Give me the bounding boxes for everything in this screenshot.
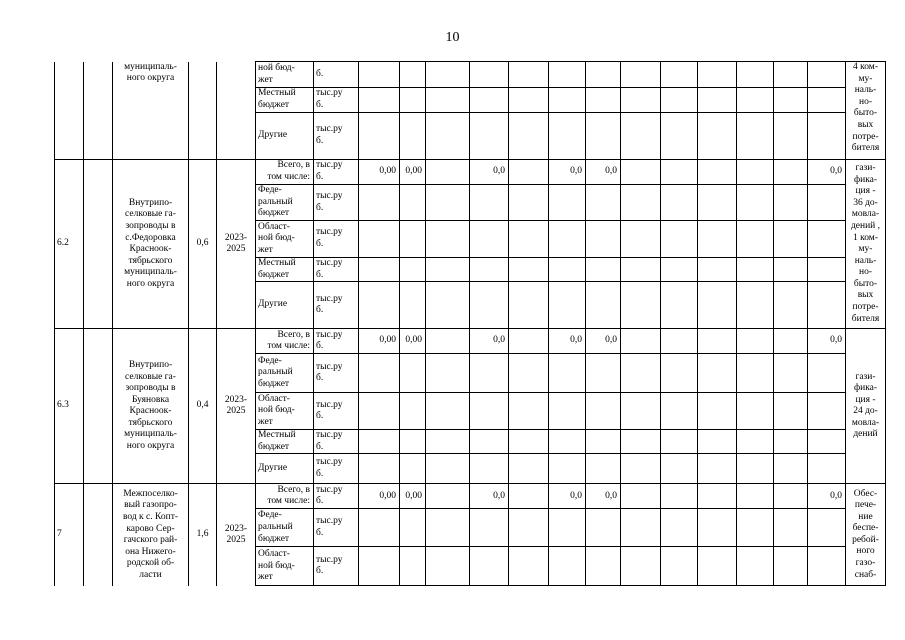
empty-cell — [586, 185, 621, 221]
empty-cell — [698, 354, 737, 393]
empty-cell — [470, 282, 509, 329]
funding-source-cell: Местный бюджет — [256, 430, 314, 454]
empty-cell — [426, 354, 470, 393]
empty-cell — [426, 393, 470, 430]
empty-cell — [774, 258, 808, 282]
empty-cell — [426, 185, 470, 221]
empty-cell — [586, 113, 621, 160]
unit-cell: тыс.ру б. — [314, 547, 359, 586]
item-number-cell: 6.2 — [55, 160, 84, 329]
period-cell: 2023- 2025 — [217, 329, 256, 484]
funding-source-cell: Местный бюджет — [256, 258, 314, 282]
value-cell: 0,0 — [808, 160, 846, 185]
empty-cell — [698, 185, 737, 221]
empty-cell — [359, 430, 400, 454]
result-cell: 4 ком- му- наль- но- быто- вых потре- бителя — [846, 62, 886, 160]
funding-source-cell: Всего, в том числе: — [256, 160, 314, 185]
empty-cell — [621, 547, 661, 586]
empty-cell — [509, 282, 549, 329]
empty-cell — [774, 354, 808, 393]
empty-cell — [661, 354, 698, 393]
empty-cell — [470, 547, 509, 586]
empty-cell — [774, 88, 808, 113]
empty-cell — [470, 185, 509, 221]
empty-cell — [774, 547, 808, 586]
unit-cell: тыс.ру б. — [314, 113, 359, 160]
empty-cell — [509, 88, 549, 113]
empty-cell — [808, 221, 846, 258]
empty-cell — [509, 509, 549, 547]
table-row — [55, 62, 886, 88]
empty-cell — [586, 393, 621, 430]
empty-cell — [774, 282, 808, 329]
empty-cell — [774, 113, 808, 160]
empty-cell — [808, 88, 846, 113]
unit-cell: б. — [314, 62, 359, 88]
empty-cell — [737, 430, 774, 454]
empty-cell — [808, 62, 846, 88]
empty-cell — [621, 430, 661, 454]
empty-cell — [509, 329, 549, 354]
empty-cell — [698, 258, 737, 282]
empty-cell — [426, 160, 470, 185]
empty-cell — [426, 62, 470, 88]
object-name-cell: Межпоселко- вый газопро- вод к с. Копт- карово Сер- гачского рай- она Нижего- родской об- ласти — [113, 484, 189, 586]
empty-cell — [661, 509, 698, 547]
unit-cell: тыс.ру б. — [314, 258, 359, 282]
empty-cell — [621, 509, 661, 547]
empty-cell — [470, 88, 509, 113]
funding-source-cell: Другие — [256, 113, 314, 160]
empty-cell — [698, 282, 737, 329]
empty-cell — [737, 160, 774, 185]
unit-cell: тыс.ру б. — [314, 393, 359, 430]
object-name-cell: Внутрипо- селковые га- зопроводы в с.Федоровка Красноок- тябрьского муниципаль- ного округа — [113, 160, 189, 329]
empty-cell — [509, 454, 549, 484]
empty-cell — [698, 221, 737, 258]
item-number-cell: 7 — [55, 484, 84, 586]
unit-cell: тыс.ру б. — [314, 282, 359, 329]
value-cell: 0,0 — [808, 329, 846, 354]
empty-cell — [621, 329, 661, 354]
empty-cell — [549, 547, 586, 586]
empty-cell — [84, 62, 113, 160]
empty-cell — [400, 113, 426, 160]
empty-cell — [470, 393, 509, 430]
empty-cell — [470, 113, 509, 160]
funding-source-cell: Област- ной бюд- жет — [256, 547, 314, 586]
budget-table — [54, 61, 886, 586]
empty-cell — [661, 62, 698, 88]
empty-cell — [698, 329, 737, 354]
empty-cell — [621, 160, 661, 185]
value-cell: 0,00 — [400, 329, 426, 354]
empty-cell — [400, 221, 426, 258]
unit-cell: тыс.ру б. — [314, 185, 359, 221]
value-cell: 0,00 — [359, 329, 400, 354]
funding-source-cell: Местный бюджет — [256, 88, 314, 113]
empty-cell — [509, 258, 549, 282]
empty-cell — [808, 509, 846, 547]
empty-cell — [698, 547, 737, 586]
empty-cell — [586, 221, 621, 258]
unit-cell: тыс.ру б. — [314, 454, 359, 484]
funding-source-cell: Всего, в том числе: — [256, 484, 314, 509]
empty-cell — [586, 547, 621, 586]
empty-cell — [737, 258, 774, 282]
empty-cell — [586, 88, 621, 113]
empty-cell — [621, 88, 661, 113]
result-cell: Обес- пече- ние беспе- ребой- ного газо- снаб- — [846, 484, 886, 586]
empty-cell — [400, 393, 426, 430]
empty-cell — [426, 329, 470, 354]
empty-cell — [774, 62, 808, 88]
unit-cell: тыс.ру б. — [314, 160, 359, 185]
empty-cell — [698, 160, 737, 185]
empty-cell — [549, 62, 586, 88]
empty-cell — [549, 113, 586, 160]
empty-cell — [400, 454, 426, 484]
empty-cell — [84, 329, 113, 484]
empty-cell — [698, 509, 737, 547]
empty-cell — [549, 454, 586, 484]
empty-cell — [621, 484, 661, 509]
empty-cell — [84, 160, 113, 329]
unit-cell: тыс.ру б. — [314, 329, 359, 354]
empty-cell — [661, 282, 698, 329]
empty-cell — [737, 113, 774, 160]
empty-cell — [808, 393, 846, 430]
empty-cell — [400, 354, 426, 393]
empty-cell — [774, 160, 808, 185]
result-cell: гази- фика- ция - 36 до- мовла- дений , 1 ком- му- наль- но- быто- вых потре- бителя — [846, 160, 886, 329]
empty-cell — [509, 160, 549, 185]
empty-cell — [586, 430, 621, 454]
empty-cell — [661, 113, 698, 160]
value-cell: 0,0 — [549, 160, 586, 185]
funding-source-cell: Феде- ральный бюджет — [256, 509, 314, 547]
empty-cell — [359, 62, 400, 88]
unit-cell: тыс.ру б. — [314, 88, 359, 113]
empty-cell — [549, 88, 586, 113]
empty-cell — [509, 113, 549, 160]
value-cell: 0,00 — [400, 484, 426, 509]
empty-cell — [586, 62, 621, 88]
empty-cell — [400, 258, 426, 282]
funding-source-cell: Област- ной бюд- жет — [256, 221, 314, 258]
length-cell — [189, 62, 217, 160]
empty-cell — [698, 393, 737, 430]
empty-cell — [426, 484, 470, 509]
empty-cell — [808, 547, 846, 586]
table-row — [55, 329, 886, 354]
empty-cell — [359, 88, 400, 113]
empty-cell — [661, 88, 698, 113]
empty-cell — [509, 185, 549, 221]
empty-cell — [509, 62, 549, 88]
value-cell: 0,0 — [470, 160, 509, 185]
value-cell: 0,0 — [470, 484, 509, 509]
empty-cell — [586, 454, 621, 484]
empty-cell — [698, 62, 737, 88]
empty-cell — [470, 509, 509, 547]
empty-cell — [359, 221, 400, 258]
value-cell: 0,0 — [549, 329, 586, 354]
empty-cell — [661, 258, 698, 282]
empty-cell — [400, 282, 426, 329]
empty-cell — [359, 393, 400, 430]
empty-cell — [808, 454, 846, 484]
value-cell: 0,0 — [470, 329, 509, 354]
length-cell: 0,6 — [189, 160, 217, 329]
empty-cell — [661, 393, 698, 430]
empty-cell — [808, 258, 846, 282]
value-cell: 0,00 — [359, 160, 400, 185]
period-cell: 2023- 2025 — [217, 484, 256, 586]
empty-cell — [359, 282, 400, 329]
empty-cell — [426, 547, 470, 586]
funding-source-cell: Феде- ральный бюджет — [256, 354, 314, 393]
empty-cell — [737, 393, 774, 430]
empty-cell — [621, 62, 661, 88]
empty-cell — [359, 258, 400, 282]
empty-cell — [359, 113, 400, 160]
empty-cell — [549, 354, 586, 393]
empty-cell — [621, 113, 661, 160]
empty-cell — [621, 393, 661, 430]
empty-cell — [509, 221, 549, 258]
empty-cell — [661, 221, 698, 258]
empty-cell — [621, 185, 661, 221]
unit-cell: тыс.ру б. — [314, 430, 359, 454]
funding-source-cell: Другие — [256, 282, 314, 329]
funding-source-cell: ной бюд- жет — [256, 62, 314, 88]
empty-cell — [470, 221, 509, 258]
empty-cell — [698, 484, 737, 509]
empty-cell — [661, 430, 698, 454]
empty-cell — [737, 185, 774, 221]
empty-cell — [621, 221, 661, 258]
empty-cell — [509, 547, 549, 586]
empty-cell — [737, 509, 774, 547]
table-row — [55, 160, 886, 185]
empty-cell — [400, 62, 426, 88]
empty-cell — [359, 547, 400, 586]
empty-cell — [400, 185, 426, 221]
empty-cell — [400, 430, 426, 454]
empty-cell — [661, 185, 698, 221]
value-cell: 0,0 — [586, 160, 621, 185]
empty-cell — [400, 88, 426, 113]
empty-cell — [359, 354, 400, 393]
empty-cell — [737, 354, 774, 393]
empty-cell — [737, 547, 774, 586]
length-cell: 1,6 — [189, 484, 217, 586]
empty-cell — [698, 454, 737, 484]
empty-cell — [359, 509, 400, 547]
empty-cell — [737, 484, 774, 509]
value-cell: 0,0 — [586, 329, 621, 354]
empty-cell — [586, 282, 621, 329]
empty-cell — [737, 282, 774, 329]
empty-cell — [426, 221, 470, 258]
empty-cell — [621, 258, 661, 282]
empty-cell — [698, 88, 737, 113]
empty-cell — [549, 258, 586, 282]
empty-cell — [400, 547, 426, 586]
period-cell: 2023- 2025 — [217, 160, 256, 329]
empty-cell — [586, 354, 621, 393]
empty-cell — [470, 430, 509, 454]
value-cell: 0,0 — [586, 484, 621, 509]
empty-cell — [661, 329, 698, 354]
empty-cell — [621, 454, 661, 484]
empty-cell — [426, 430, 470, 454]
empty-cell — [509, 393, 549, 430]
empty-cell — [426, 454, 470, 484]
empty-cell — [509, 484, 549, 509]
empty-cell — [621, 354, 661, 393]
funding-source-cell: Област- ной бюд- жет — [256, 393, 314, 430]
funding-source-cell: Другие — [256, 454, 314, 484]
unit-cell: тыс.ру б. — [314, 221, 359, 258]
empty-cell — [808, 354, 846, 393]
empty-cell — [426, 88, 470, 113]
value-cell: 0,00 — [400, 160, 426, 185]
empty-cell — [737, 329, 774, 354]
empty-cell — [661, 484, 698, 509]
empty-cell — [549, 185, 586, 221]
empty-cell — [661, 547, 698, 586]
empty-cell — [426, 113, 470, 160]
empty-cell — [737, 221, 774, 258]
empty-cell — [808, 113, 846, 160]
empty-cell — [661, 454, 698, 484]
empty-cell — [808, 185, 846, 221]
funding-source-cell: Феде- ральный бюджет — [256, 185, 314, 221]
empty-cell — [774, 185, 808, 221]
value-cell: 0,0 — [808, 484, 846, 509]
empty-cell — [621, 282, 661, 329]
empty-cell — [400, 509, 426, 547]
empty-cell — [808, 282, 846, 329]
empty-cell — [549, 509, 586, 547]
empty-cell — [737, 88, 774, 113]
empty-cell — [509, 354, 549, 393]
empty-cell — [426, 282, 470, 329]
period-cell — [217, 62, 256, 160]
page-number: 10 — [445, 30, 460, 45]
empty-cell — [359, 185, 400, 221]
empty-cell — [549, 221, 586, 258]
empty-cell — [426, 509, 470, 547]
unit-cell: тыс.ру б. — [314, 354, 359, 393]
empty-cell — [549, 282, 586, 329]
object-name-cell: муниципаль- ного округа — [113, 62, 189, 160]
empty-cell — [774, 393, 808, 430]
empty-cell — [470, 354, 509, 393]
empty-cell — [549, 430, 586, 454]
empty-cell — [737, 454, 774, 484]
empty-cell — [586, 509, 621, 547]
empty-cell — [549, 393, 586, 430]
object-name-cell: Внутрипо- селковые га- зопроводы в Буяновка Красноок- тябрьского муниципаль- ного округа — [113, 329, 189, 484]
empty-cell — [84, 484, 113, 586]
empty-cell — [470, 454, 509, 484]
empty-cell — [470, 62, 509, 88]
empty-cell — [470, 258, 509, 282]
empty-cell — [774, 329, 808, 354]
empty-cell — [586, 258, 621, 282]
empty-cell — [426, 258, 470, 282]
empty-cell — [509, 430, 549, 454]
table-row — [55, 484, 886, 509]
unit-cell: тыс.ру б. — [314, 509, 359, 547]
empty-cell — [774, 221, 808, 258]
item-number-cell — [55, 62, 84, 160]
empty-cell — [698, 113, 737, 160]
table-body — [55, 62, 886, 586]
empty-cell — [359, 454, 400, 484]
item-number-cell: 6.3 — [55, 329, 84, 484]
empty-cell — [737, 62, 774, 88]
empty-cell — [698, 430, 737, 454]
empty-cell — [774, 484, 808, 509]
empty-cell — [661, 160, 698, 185]
value-cell: 0,00 — [359, 484, 400, 509]
empty-cell — [774, 454, 808, 484]
result-cell: гази- фика- ция - 24 до- мовла- дений — [846, 329, 886, 484]
empty-cell — [774, 509, 808, 547]
empty-cell — [808, 430, 846, 454]
value-cell: 0,0 — [549, 484, 586, 509]
empty-cell — [774, 430, 808, 454]
unit-cell: тыс.ру б. — [314, 484, 359, 509]
funding-source-cell: Всего, в том числе: — [256, 329, 314, 354]
length-cell: 0,4 — [189, 329, 217, 484]
